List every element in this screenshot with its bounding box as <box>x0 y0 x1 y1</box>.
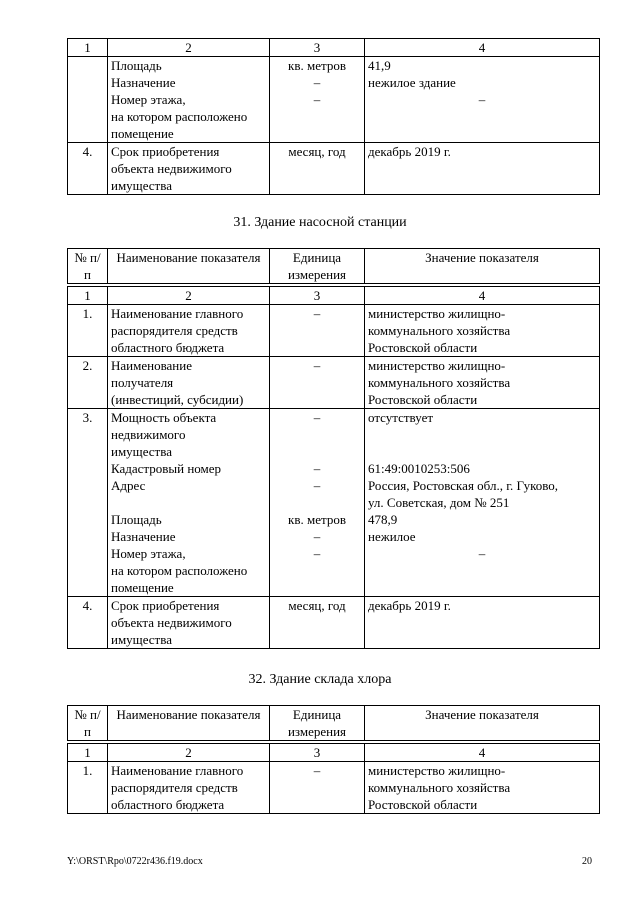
value-cell <box>365 357 600 409</box>
unit-line: – <box>313 75 321 90</box>
value-cell <box>365 597 600 649</box>
table-row <box>68 305 600 357</box>
indicator-name-line: распорядителя средств <box>111 323 238 338</box>
value-line <box>368 579 596 596</box>
unit-line: – <box>313 529 321 544</box>
indicator-name-line: недвижимого <box>111 427 186 442</box>
unit-line <box>273 796 361 813</box>
indicator-name-line: Наименование главного <box>111 763 244 778</box>
indicator-name-line: имущества <box>111 178 172 193</box>
unit-line: месяц, год <box>288 598 346 613</box>
row-number-cell: 2. <box>68 357 108 409</box>
indicator-name-line: Срок приобретения <box>111 144 220 159</box>
indicator-name-line: объекта недвижимого <box>111 161 232 176</box>
indicator-name-line: Адрес <box>111 478 146 493</box>
value-line: нежилое здание <box>368 75 456 90</box>
indicator-name-line: помещение <box>111 126 174 141</box>
value-line <box>368 108 596 125</box>
header-cell: Наименование показателя <box>108 706 270 741</box>
value-line: Ростовской области <box>368 797 478 812</box>
column-number-row <box>68 744 600 762</box>
row-number-cell <box>68 57 108 143</box>
unit-line <box>273 374 361 391</box>
indicator-name-cell <box>108 762 270 814</box>
unit-cell <box>270 762 365 814</box>
unit-line <box>273 160 361 177</box>
unit-line <box>273 426 361 443</box>
indicator-name-line: имущества <box>111 632 172 647</box>
unit-line <box>273 339 361 356</box>
value-cell <box>365 57 600 143</box>
header-row <box>68 706 600 741</box>
unit-line: месяц, год <box>288 144 346 159</box>
indicator-name-line <box>111 494 266 511</box>
unit-line <box>273 391 361 408</box>
column-number-cell: 1 <box>68 744 108 762</box>
unit-line: – <box>313 306 321 321</box>
indicator-name-cell <box>108 409 270 597</box>
unit-cell <box>270 305 365 357</box>
indicator-name-cell <box>108 57 270 143</box>
column-number-cell: 3 <box>270 39 365 57</box>
unit-line <box>273 125 361 142</box>
indicator-name-line: Назначение <box>111 75 176 90</box>
indicator-name-line: на котором расположено <box>111 109 248 124</box>
unit-line <box>273 631 361 648</box>
column-number-cell: 1 <box>68 287 108 305</box>
value-line: коммунального хозяйства <box>368 375 511 390</box>
unit-line <box>273 614 361 631</box>
unit-cell <box>270 409 365 597</box>
value-line <box>368 177 596 194</box>
unit-cell <box>270 597 365 649</box>
value-line: декабрь 2019 г. <box>368 144 451 159</box>
header-cell: Единица измерения <box>270 706 365 741</box>
table-row <box>68 409 600 597</box>
table-row <box>68 357 600 409</box>
table-row <box>68 143 600 195</box>
row-number-cell: 4. <box>68 143 108 195</box>
value-cell <box>365 409 600 597</box>
unit-line <box>273 579 361 596</box>
value-line: коммунального хозяйства <box>368 323 511 338</box>
page-number: 20 <box>582 856 592 867</box>
value-line <box>368 631 596 648</box>
value-line: Ростовской области <box>368 392 478 407</box>
column-number-cell: 2 <box>108 287 270 305</box>
header-cell: Значение показателя <box>365 706 600 741</box>
value-line: 478,9 <box>368 512 398 527</box>
indicator-name-line: Наименование <box>111 358 192 373</box>
value-cell <box>365 305 600 357</box>
indicator-name-line: объекта недвижимого <box>111 615 232 630</box>
unit-line <box>273 562 361 579</box>
table-row <box>68 762 600 814</box>
column-number-cell: 2 <box>108 39 270 57</box>
unit-cell <box>270 143 365 195</box>
value-cell <box>365 762 600 814</box>
unit-line <box>273 177 361 194</box>
table-row <box>68 597 600 649</box>
value-cell <box>365 143 600 195</box>
value-line <box>368 160 596 177</box>
section-31-title: 31. Здание насосной станции <box>233 215 407 230</box>
section-32-table <box>67 705 600 814</box>
unit-line: – <box>313 410 321 425</box>
footer-file-path: Y:\ORST\Rpo\0722r436.f19.docx <box>67 856 203 867</box>
value-line: коммунального хозяйства <box>368 780 511 795</box>
indicator-name-line: Назначение <box>111 529 176 544</box>
value-line <box>368 426 596 443</box>
value-line: декабрь 2019 г. <box>368 598 451 613</box>
indicator-name-line: Площадь <box>111 512 162 527</box>
indicator-name-cell <box>108 357 270 409</box>
unit-cell <box>270 357 365 409</box>
unit-line: – <box>313 358 321 373</box>
column-number-cell: 4 <box>365 744 600 762</box>
value-line: – <box>478 546 486 561</box>
value-line <box>368 614 596 631</box>
value-line <box>368 562 596 579</box>
column-number-cell: 2 <box>108 744 270 762</box>
header-cell: Наименование показателя <box>108 249 270 284</box>
value-line: министерство жилищно- <box>368 306 506 321</box>
row-number-cell: 1. <box>68 762 108 814</box>
column-number-row <box>68 287 600 305</box>
value-line: ул. Советская, дом № 251 <box>368 495 510 510</box>
value-line: министерство жилищно- <box>368 358 506 373</box>
column-number-row <box>68 39 600 57</box>
row-number-cell: 1. <box>68 305 108 357</box>
indicator-name-line: получателя <box>111 375 174 390</box>
indicator-name-line: Наименование главного <box>111 306 244 321</box>
unit-cell <box>270 57 365 143</box>
indicator-name-line: Номер этажа, <box>111 92 186 107</box>
value-line: 61:49:0010253:506 <box>368 461 470 476</box>
column-number-cell: 4 <box>365 287 600 305</box>
indicator-name-line: Мощность объекта <box>111 410 217 425</box>
indicator-name-cell <box>108 143 270 195</box>
indicator-name-line: Кадастровый номер <box>111 461 222 476</box>
unit-line <box>273 322 361 339</box>
unit-line <box>273 494 361 511</box>
value-line: Ростовской области <box>368 340 478 355</box>
indicator-name-line: помещение <box>111 580 174 595</box>
header-cell: Значение показателя <box>365 249 600 284</box>
value-line: – <box>478 92 486 107</box>
table-row <box>68 57 600 143</box>
column-number-cell: 3 <box>270 744 365 762</box>
unit-line <box>273 443 361 460</box>
indicator-name-line: Номер этажа, <box>111 546 186 561</box>
indicator-name-line: Площадь <box>111 58 162 73</box>
unit-line <box>273 779 361 796</box>
indicator-name-line: распорядителя средств <box>111 780 238 795</box>
unit-line: – <box>313 478 321 493</box>
indicator-name-line: Срок приобретения <box>111 598 220 613</box>
row-number-cell: 3. <box>68 409 108 597</box>
column-number-cell: 4 <box>365 39 600 57</box>
unit-line: – <box>313 546 321 561</box>
unit-line: кв. метров <box>288 512 346 527</box>
unit-line: – <box>313 461 321 476</box>
header-cell: № п/п <box>68 249 108 284</box>
header-cell: Единица измерения <box>270 249 365 284</box>
value-line: 41,9 <box>368 58 391 73</box>
value-line: нежилое <box>368 529 416 544</box>
value-line: Россия, Ростовская обл., г. Гуково, <box>368 478 559 493</box>
indicator-name-line: имущества <box>111 444 172 459</box>
continuation-table <box>67 38 600 195</box>
row-number-cell: 4. <box>68 597 108 649</box>
indicator-name-line: областного бюджета <box>111 797 225 812</box>
value-line: отсутствует <box>368 410 434 425</box>
header-row <box>68 249 600 284</box>
indicator-name-line: на котором расположено <box>111 563 248 578</box>
section-31-table <box>67 248 600 649</box>
column-number-cell: 1 <box>68 39 108 57</box>
unit-line: – <box>313 763 321 778</box>
unit-line: кв. метров <box>288 58 346 73</box>
value-line: министерство жилищно- <box>368 763 506 778</box>
header-cell: № п/п <box>68 706 108 741</box>
unit-line <box>273 108 361 125</box>
value-line <box>368 125 596 142</box>
column-number-cell: 3 <box>270 287 365 305</box>
indicator-name-line: областного бюджета <box>111 340 225 355</box>
indicator-name-cell <box>108 597 270 649</box>
value-line <box>368 443 596 460</box>
unit-line: – <box>313 92 321 107</box>
indicator-name-line: (инвестиций, субсидии) <box>111 392 244 407</box>
indicator-name-cell <box>108 305 270 357</box>
section-32-title: 32. Здание склада хлора <box>248 672 392 687</box>
